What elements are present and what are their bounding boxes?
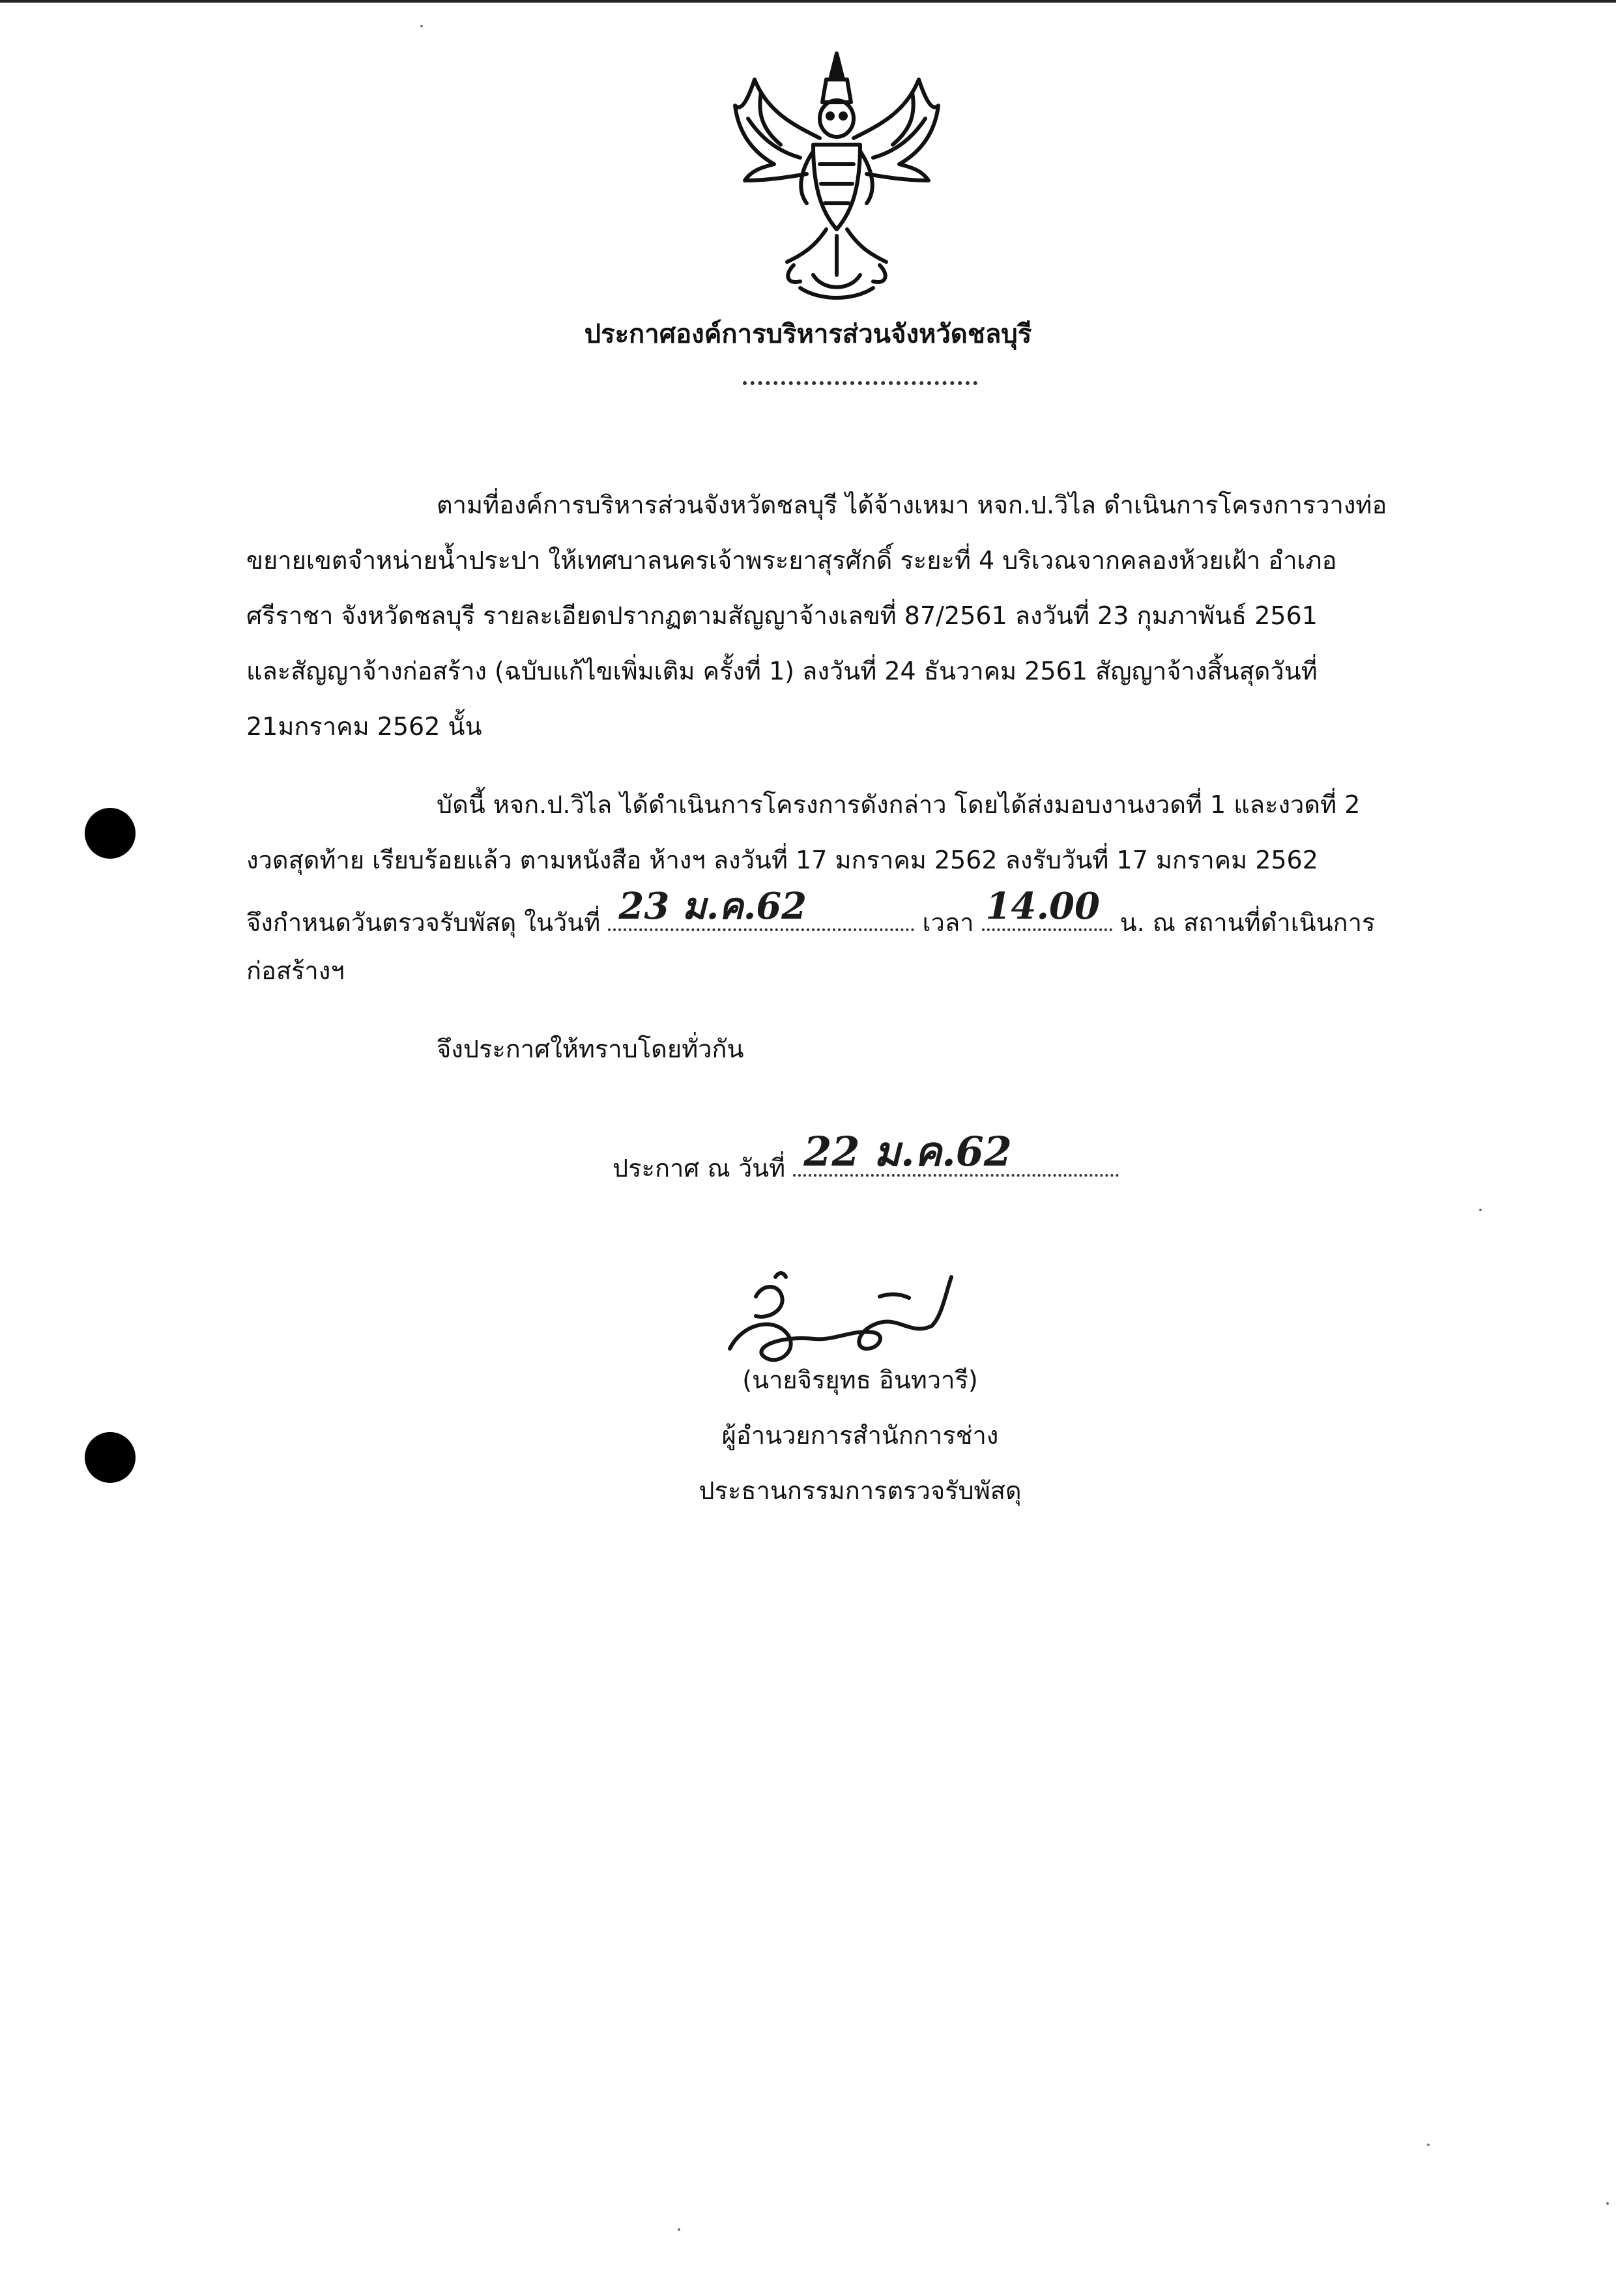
scan-speck	[1606, 2202, 1609, 2205]
closing-statement: จึงประกาศให้ทราบโดยทั่วกัน	[437, 1035, 744, 1063]
paragraph-1-line-4: และสัญญาจ้างก่อสร้าง (ฉบับแก้ไขเพิ่มเติม ครั้งที่ 1) ลงวันที่ 24 ธันวาคม 2561 สัญญาจ้างสิ้นสุดวันที่	[246, 657, 1318, 685]
garuda-emblem-icon	[722, 40, 951, 301]
inspection-date-label: จึงกำหนดวันตรวจรับพัสดุ ในวันที่	[246, 908, 601, 937]
paragraph-1-line-1: ตามที่องค์การบริหารส่วนจังหวัดชลบุรี ได้จ้างเหมา หจก.ป.วิไล ดำเนินการโครงการวางท่อ	[437, 491, 1387, 519]
top-border	[0, 0, 1616, 3]
announce-date-label: ประกาศ ณ วันที่	[613, 1154, 786, 1183]
signer-position: ผู้อำนวยการสำนักการช่าง	[721, 1421, 999, 1450]
paragraph-2-line-4: ก่อสร้างฯ	[246, 956, 345, 985]
paragraph-1-line-2: ขยายเขตจำหน่ายน้ำประปา ให้เทศบาลนครเจ้าพระยาสุรศักดิ์ ระยะที่ 4 บริเวณจากคลองห้วยเฝ้า อำเภอ	[246, 546, 1337, 575]
scan-speck	[678, 2228, 680, 2231]
announce-date-handwriting: 22 ม.ค.62	[803, 1128, 1012, 1175]
punch-hole-upper	[85, 808, 136, 859]
inspection-time-label: เวลา	[922, 908, 974, 937]
paragraph-2-line-1: บัดนี้ หจก.ป.วิไล ได้ดำเนินการโครงการดังกล่าว โดยได้ส่งมอบงานงวดที่ 1 และงวดที่ 2	[437, 790, 1361, 819]
inspection-time-field	[982, 885, 1112, 931]
signer-committee-role: ประธานกรรมการตรวจรับพัสดุ	[699, 1476, 1022, 1505]
paragraph-1-line-3: ศรีราชา จังหวัดชลบุรี รายละเอียดปรากฏตามสัญญาจ้างเลขที่ 87/2561 ลงวันที่ 23 กุมภาพันธ์ 2561	[246, 601, 1318, 630]
inspection-place-text: น. ณ สถานที่ดำเนินการ	[1119, 908, 1376, 937]
scan-speck	[1427, 2144, 1430, 2146]
inspection-time-handwriting: 14.00	[985, 885, 1100, 928]
paragraph-1-line-5: 21มกราคม 2562 นั้น	[246, 712, 482, 741]
punch-hole-lower	[85, 1432, 136, 1483]
paragraph-2-line-3	[246, 885, 1376, 943]
announce-date-field	[793, 1128, 1119, 1177]
scan-speck	[1479, 1209, 1482, 1211]
paragraph-2-line-2: งวดสุดท้าย เรียบร้อยแล้ว ตามหนังสือ ห้างฯ ลงวันที่ 17 มกราคม 2562 ลงรับวันที่ 17 มกราคม 2562	[246, 846, 1318, 874]
scan-speck	[420, 25, 423, 27]
signer-name: (นายจิรยุทธ อินทวารี)	[742, 1366, 978, 1394]
title-separator	[743, 362, 977, 385]
document-title: ประกาศองค์การบริหารส่วนจังหวัดชลบุรี	[584, 319, 1032, 349]
inspection-date-field	[608, 885, 914, 931]
inspection-date-handwriting: 23 ม.ค.62	[618, 885, 807, 928]
announce-date-line	[613, 1128, 1119, 1189]
